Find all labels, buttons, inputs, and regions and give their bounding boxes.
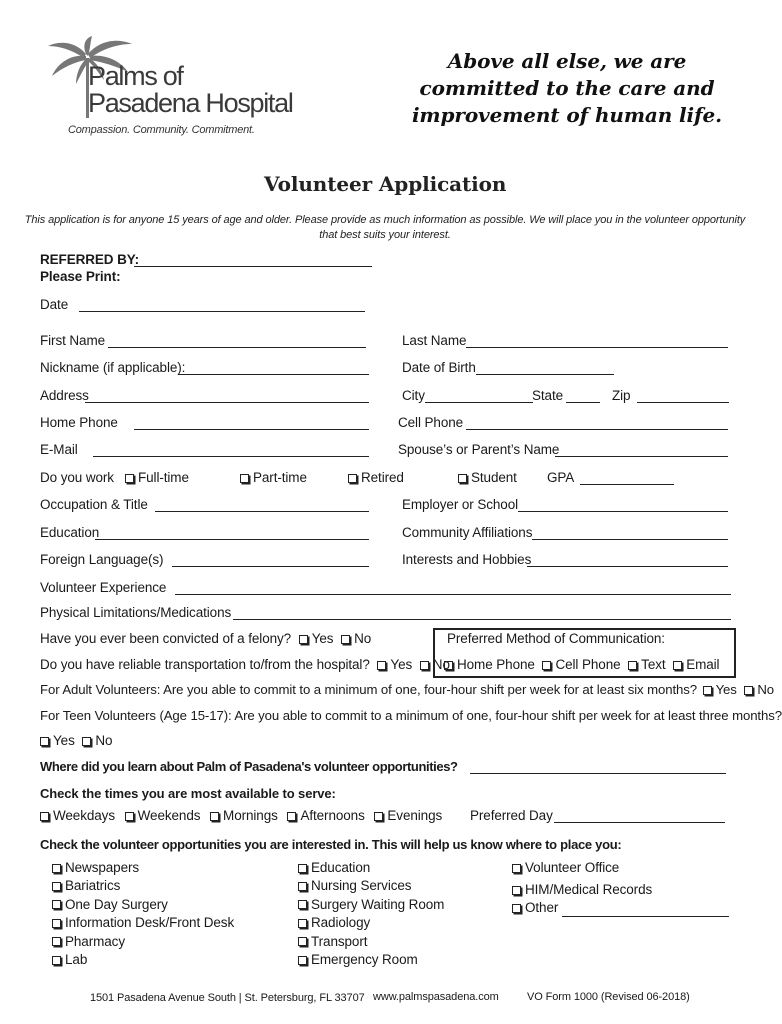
nickname-line[interactable] bbox=[178, 374, 369, 375]
opportunity-label: Volunteer Office bbox=[525, 860, 620, 875]
comm-email-label: Email bbox=[686, 657, 720, 672]
home-phone-line[interactable] bbox=[134, 429, 369, 430]
evenings-label: Evenings bbox=[387, 808, 443, 823]
first-name-line[interactable] bbox=[108, 347, 366, 348]
nickname-label: Nickname (if applicable): bbox=[40, 360, 186, 375]
opportunity-checkbox[interactable] bbox=[52, 882, 61, 891]
opportunity-item[interactable] bbox=[512, 860, 619, 876]
opportunity-item[interactable] bbox=[298, 915, 370, 931]
opportunity-label: Transport bbox=[311, 933, 368, 949]
opportunity-label: Pharmacy bbox=[65, 933, 125, 949]
opportunity-label: Emergency Room bbox=[311, 952, 418, 967]
last-name-line[interactable] bbox=[466, 347, 728, 348]
community-label: Community Affiliations bbox=[402, 525, 533, 540]
opportunity-checkbox[interactable] bbox=[298, 919, 307, 928]
opportunity-label: Nursing Services bbox=[311, 878, 412, 894]
date-label: Date bbox=[40, 297, 69, 312]
opportunity-item[interactable] bbox=[52, 878, 120, 894]
opportunities-heading: Check the volunteer opportunities you are interested in. This will help us know where to place you: bbox=[40, 837, 622, 852]
opportunity-checkbox[interactable] bbox=[52, 919, 61, 928]
logo-tagline: Compassion. Community. Commitment. bbox=[68, 124, 255, 136]
weekdays-checkbox[interactable] bbox=[40, 812, 49, 821]
opportunity-item[interactable] bbox=[52, 860, 139, 876]
other-line[interactable] bbox=[562, 916, 729, 917]
adult-question bbox=[40, 682, 774, 698]
teen-no-checkbox[interactable] bbox=[82, 737, 91, 746]
occupation-label: Occupation & Title bbox=[40, 497, 148, 512]
email-label: E-Mail bbox=[40, 442, 78, 457]
opportunity-item[interactable] bbox=[298, 952, 418, 968]
spouse-label: Spouse’s or Parent’s Name bbox=[398, 442, 560, 457]
referred-by-label: REFERRED BY: bbox=[40, 252, 140, 267]
transport-question bbox=[40, 657, 450, 673]
comm-options bbox=[444, 657, 719, 673]
page-title: Volunteer Application bbox=[264, 172, 507, 196]
opportunity-checkbox[interactable] bbox=[298, 864, 307, 873]
education-line[interactable] bbox=[95, 539, 369, 540]
do-you-work-label: Do you work bbox=[40, 470, 114, 485]
teen-yes-label: Yes bbox=[53, 733, 75, 748]
opportunity-item[interactable] bbox=[298, 878, 411, 894]
learn-line[interactable] bbox=[470, 773, 726, 774]
opportunity-checkbox[interactable] bbox=[298, 937, 307, 946]
footer-web[interactable]: www.palmspasadena.com bbox=[373, 991, 499, 1003]
foreign-lang-line[interactable] bbox=[172, 566, 369, 567]
opportunity-item[interactable] bbox=[298, 860, 370, 876]
physical-line[interactable] bbox=[233, 619, 731, 620]
opportunity-label: Surgery Waiting Room bbox=[311, 896, 445, 912]
parttime-checkbox[interactable] bbox=[240, 474, 249, 483]
fulltime-label: Full-time bbox=[138, 470, 189, 485]
vol-exp-line[interactable] bbox=[175, 594, 731, 595]
state-line[interactable] bbox=[566, 402, 600, 403]
evenings-checkbox[interactable] bbox=[374, 812, 383, 821]
dob-line[interactable] bbox=[476, 374, 614, 375]
opportunity-label: Bariatrics bbox=[65, 878, 121, 894]
mornings-checkbox[interactable] bbox=[210, 812, 219, 821]
comm-cell-checkbox[interactable] bbox=[542, 661, 551, 670]
fulltime-checkbox[interactable] bbox=[125, 474, 134, 483]
opportunity-item[interactable] bbox=[512, 882, 652, 898]
opportunity-checkbox[interactable] bbox=[52, 937, 61, 946]
transport-yes-label: Yes bbox=[390, 657, 413, 672]
afternoons-label: Afternoons bbox=[300, 808, 365, 823]
opportunity-checkbox[interactable] bbox=[298, 956, 307, 965]
community-line[interactable] bbox=[532, 539, 728, 540]
adult-no-checkbox[interactable] bbox=[744, 686, 753, 695]
comm-email-checkbox[interactable] bbox=[673, 661, 682, 670]
felony-no-checkbox[interactable] bbox=[341, 635, 350, 644]
footer-address: 1501 Pasadena Avenue South | St. Petersburg, FL 33707 bbox=[90, 992, 365, 1004]
opportunity-checkbox[interactable] bbox=[298, 882, 307, 891]
opportunity-label: HIM/Medical Records bbox=[525, 882, 653, 897]
preferred-day-label: Preferred Day bbox=[470, 808, 553, 823]
zip-line[interactable] bbox=[637, 402, 729, 403]
teen-no-label: No bbox=[95, 733, 113, 748]
please-print-label: Please Print: bbox=[40, 269, 121, 284]
interests-line[interactable] bbox=[527, 566, 728, 567]
student-option[interactable] bbox=[458, 470, 517, 486]
times-heading: Check the times you are most available to serve: bbox=[40, 786, 336, 801]
weekends-checkbox[interactable] bbox=[125, 812, 134, 821]
opportunity-label: Education bbox=[311, 860, 371, 875]
preferred-day-line[interactable] bbox=[554, 822, 725, 823]
adult-yes-checkbox[interactable] bbox=[703, 686, 712, 695]
opportunity-checkbox[interactable] bbox=[298, 900, 307, 909]
opportunity-label: Other bbox=[525, 900, 559, 915]
physical-label: Physical Limitations/Medications bbox=[40, 605, 232, 620]
state-label: State bbox=[532, 388, 564, 403]
employer-line[interactable] bbox=[518, 511, 728, 512]
comm-home-checkbox[interactable] bbox=[444, 661, 453, 670]
opportunity-label: Lab bbox=[65, 952, 88, 967]
teen-answers bbox=[40, 733, 112, 749]
transport-no-checkbox[interactable] bbox=[420, 661, 429, 670]
interests-label: Interests and Hobbies bbox=[402, 552, 532, 567]
weekends-label: Weekends bbox=[137, 808, 201, 823]
opportunity-item[interactable] bbox=[512, 900, 558, 916]
transport-no-label: No bbox=[432, 657, 450, 672]
adult-no-label: No bbox=[757, 682, 775, 697]
logo-name-line2: Pasadena Hospital bbox=[88, 88, 293, 118]
retired-option[interactable] bbox=[348, 470, 404, 486]
opportunity-checkbox[interactable] bbox=[512, 886, 521, 895]
felony-yes-checkbox[interactable] bbox=[299, 635, 308, 644]
date-line[interactable] bbox=[79, 311, 365, 312]
footer-form: VO Form 1000 (Revised 06-2018) bbox=[527, 991, 690, 1003]
cell-phone-line[interactable] bbox=[466, 429, 728, 430]
gpa-label: GPA bbox=[547, 470, 575, 485]
felony-text: Have you ever been convicted of a felony? bbox=[40, 631, 292, 646]
mornings-label: Mornings bbox=[223, 808, 278, 823]
city-line[interactable] bbox=[425, 402, 533, 403]
opportunity-item[interactable] bbox=[52, 915, 234, 931]
education-label: Education bbox=[40, 525, 100, 540]
transport-yes-checkbox[interactable] bbox=[377, 661, 386, 670]
felony-question bbox=[40, 631, 371, 647]
teen-yes-checkbox[interactable] bbox=[40, 737, 49, 746]
footer bbox=[90, 989, 365, 1006]
gpa-line[interactable] bbox=[580, 484, 674, 485]
city-label: City bbox=[402, 388, 425, 403]
employer-label: Employer or School bbox=[402, 497, 519, 512]
afternoons-checkbox[interactable] bbox=[287, 812, 296, 821]
last-name-label: Last Name bbox=[402, 333, 467, 348]
retired-label: Retired bbox=[361, 470, 404, 485]
opportunity-label: One Day Surgery bbox=[65, 896, 168, 912]
opportunity-item[interactable] bbox=[52, 897, 168, 913]
occupation-line[interactable] bbox=[155, 511, 369, 512]
comm-cell-label: Cell Phone bbox=[555, 657, 621, 672]
transport-text: Do you have reliable transportation to/from the hospital? bbox=[40, 657, 370, 672]
opportunity-label: Information Desk/Front Desk bbox=[65, 915, 235, 931]
comm-label: Preferred Method of Communication: bbox=[447, 631, 665, 646]
felony-no-label: No bbox=[354, 631, 372, 646]
intro-text: This application is for anyone 15 years of age and older. Please provide as much information as possible. We will place you in the volunteer opportunity that best suits your interest. bbox=[24, 214, 746, 241]
opportunity-checkbox[interactable] bbox=[52, 864, 61, 873]
opportunity-checkbox[interactable] bbox=[52, 956, 61, 965]
referred-by-line[interactable] bbox=[134, 266, 372, 267]
first-name-label: First Name bbox=[40, 333, 106, 348]
opportunity-checkbox[interactable] bbox=[512, 904, 521, 913]
motto: Above all else, we are committed to the care and improvement of human life. bbox=[411, 49, 723, 127]
opportunity-label: Newspapers bbox=[65, 860, 140, 875]
opportunity-checkbox[interactable] bbox=[52, 900, 61, 909]
opportunity-item[interactable] bbox=[52, 934, 125, 950]
zip-label: Zip bbox=[612, 388, 631, 403]
foreign-lang-label: Foreign Language(s) bbox=[40, 552, 164, 567]
student-checkbox[interactable] bbox=[458, 474, 467, 483]
retired-checkbox[interactable] bbox=[348, 474, 357, 483]
fulltime-option[interactable] bbox=[125, 470, 189, 486]
student-label: Student bbox=[471, 470, 517, 485]
parttime-label: Part-time bbox=[253, 470, 307, 485]
address-label: Address bbox=[40, 388, 89, 403]
comm-text-checkbox[interactable] bbox=[628, 661, 637, 670]
logo-name-line1: Palms of bbox=[88, 61, 183, 91]
home-phone-label: Home Phone bbox=[40, 415, 118, 430]
spouse-line[interactable] bbox=[555, 456, 728, 457]
vol-exp-label: Volunteer Experience bbox=[40, 580, 167, 595]
opportunity-item[interactable] bbox=[298, 934, 367, 950]
learn-question: Where did you learn about Palm of Pasadena's volunteer opportunities? bbox=[40, 759, 458, 774]
opportunity-label: Radiology bbox=[311, 915, 371, 931]
times-options bbox=[40, 808, 442, 824]
teen-question: For Teen Volunteers (Age 15-17): Are you able to commit to a minimum of one, four-hour shift per week for at least three months? bbox=[40, 708, 782, 723]
cell-phone-label: Cell Phone bbox=[398, 415, 464, 430]
email-line[interactable] bbox=[93, 456, 369, 457]
opportunity-checkbox[interactable] bbox=[512, 864, 521, 873]
adult-yes-label: Yes bbox=[715, 682, 737, 697]
weekdays-label: Weekdays bbox=[53, 808, 115, 823]
dob-label: Date of Birth bbox=[402, 360, 476, 375]
parttime-option[interactable] bbox=[240, 470, 307, 486]
comm-text-label: Text bbox=[641, 657, 666, 672]
address-line[interactable] bbox=[85, 402, 369, 403]
comm-home-label: Home Phone bbox=[457, 657, 535, 672]
adult-text: For Adult Volunteers: Are you able to commit to a minimum of one, four-hour shift per week for at least six months? bbox=[40, 682, 697, 697]
opportunity-item[interactable] bbox=[298, 897, 444, 913]
opportunity-item[interactable] bbox=[52, 952, 87, 968]
felony-yes-label: Yes bbox=[311, 631, 334, 646]
